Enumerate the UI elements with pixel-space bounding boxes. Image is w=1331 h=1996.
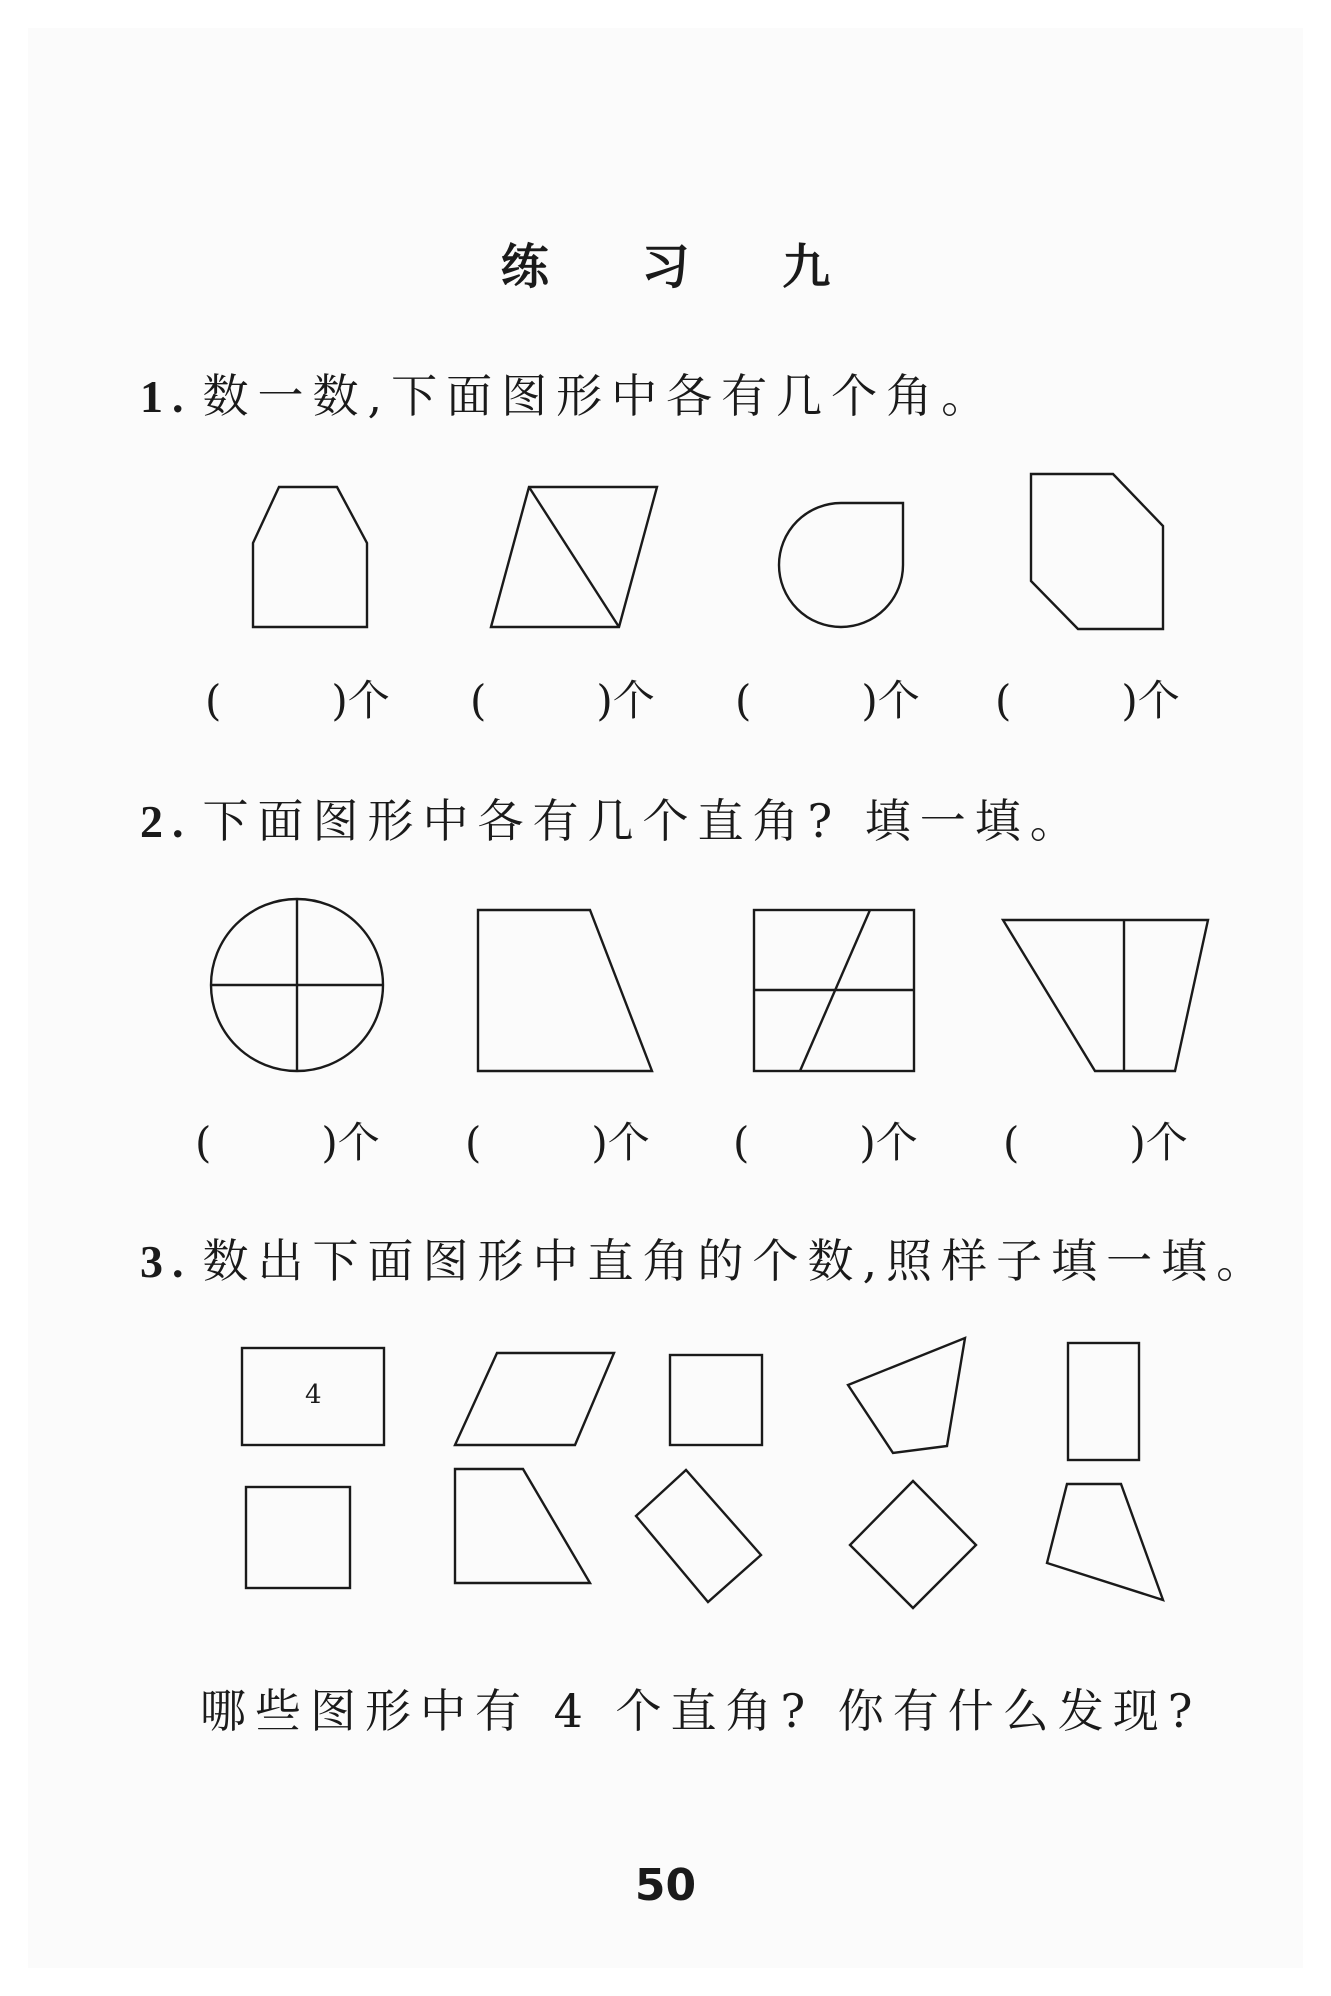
tilted-square-shape bbox=[850, 1481, 976, 1608]
answer-blank[interactable]: ( )个 bbox=[995, 676, 1180, 725]
answer-blank[interactable]: ( )个 bbox=[733, 1118, 918, 1167]
circle-quartered-shape bbox=[211, 899, 383, 1071]
tilted-rectangle-shape bbox=[636, 1470, 761, 1602]
question-text: 下面图形中各有几个直角? 填一填。 bbox=[202, 794, 1085, 848]
page-title: 练 习 九 bbox=[500, 239, 869, 295]
question-number: 3. bbox=[140, 1236, 193, 1287]
answer-blank[interactable]: ( )个 bbox=[205, 676, 390, 725]
page-number: 50 bbox=[634, 1860, 697, 1911]
rectangle-divided-shape bbox=[754, 910, 914, 1071]
square-shape bbox=[246, 1487, 350, 1588]
sample-answer-value: 4 bbox=[305, 1380, 322, 1410]
answer-blank[interactable]: ( )个 bbox=[1003, 1118, 1188, 1167]
square-shape bbox=[670, 1355, 762, 1445]
parallelogram-with-diagonal-shape bbox=[491, 487, 657, 627]
closing-question: 哪些图形中有 4 个直角? 你有什么发现? bbox=[200, 1684, 1202, 1738]
inverted-trapezoid-shape bbox=[1003, 920, 1208, 1071]
right-trapezoid-shape bbox=[455, 1469, 590, 1583]
answer-blank[interactable]: ( )个 bbox=[195, 1118, 380, 1167]
question-number: 1. bbox=[140, 371, 193, 422]
question-text: 数出下面图形中直角的个数,照样子填一填。 bbox=[202, 1234, 1272, 1288]
teardrop-shape bbox=[779, 503, 903, 627]
right-trapezoid-shape bbox=[478, 910, 652, 1071]
question-number: 2. bbox=[140, 796, 193, 847]
answer-blank[interactable]: ( )个 bbox=[735, 676, 920, 725]
parallelogram-shape bbox=[455, 1353, 614, 1445]
tall-rectangle-shape bbox=[1068, 1343, 1139, 1460]
answer-blank[interactable]: ( )个 bbox=[470, 676, 655, 725]
notched-octagon-shape bbox=[1031, 474, 1163, 629]
answer-blank[interactable]: ( )个 bbox=[465, 1118, 650, 1167]
pentagon-house-shape bbox=[253, 487, 367, 627]
quadrilateral-shape bbox=[1047, 1484, 1163, 1600]
irregular-quadrilateral-shape bbox=[848, 1338, 965, 1453]
question-text: 数一数,下面图形中各有几个角。 bbox=[202, 369, 997, 423]
